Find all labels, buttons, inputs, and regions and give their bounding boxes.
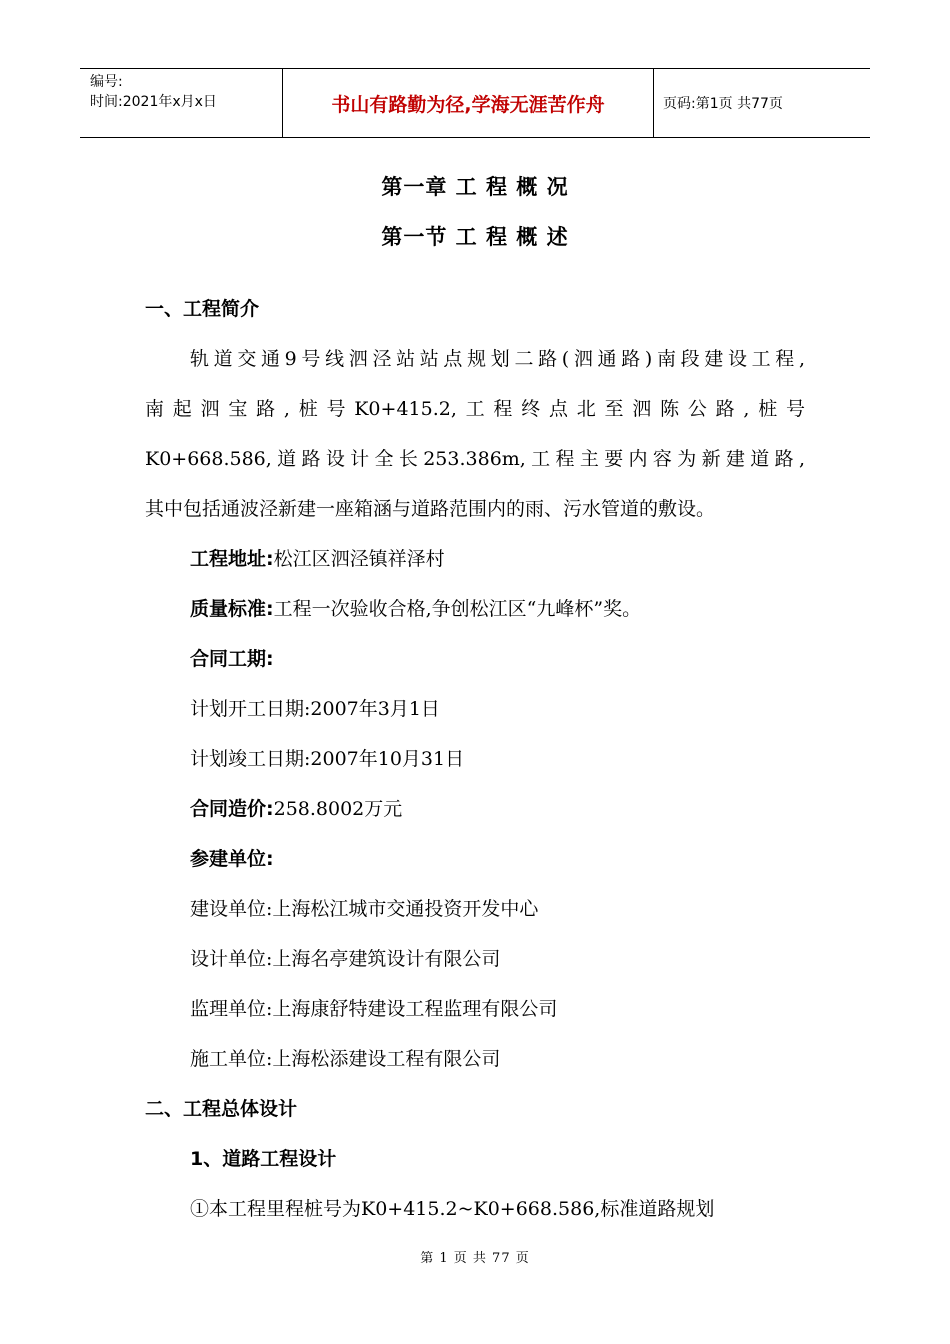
time-label: 时间:2021年x月x日 [90,94,217,110]
intro-line-4: 其中包括通波泾新建一座箱涵与道路范围内的雨、污水管道的敷设。 [145,498,716,520]
header-meta [80,69,282,137]
address-label: 工程地址: [190,548,274,570]
party-design: 设计单位:上海名亭建筑设计有限公司 [190,948,501,970]
number-label: 编号: [90,74,123,90]
parties-label: 参建单位: [190,848,274,870]
quality-value: 工程一次验收合格,争创松江区“九峰杯”奖。 [273,598,642,620]
price-value: 258.8002万元 [273,798,403,820]
address-row [190,545,445,573]
address-value: 松江区泗泾镇祥泽村 [273,548,445,570]
party-build: 建设单位:上海松江城市交通投资开发中心 [190,898,539,920]
intro-line-2: 南起泗宝路,桩号K0+415.2,工程终点北至泗陈公路,桩号 [145,398,805,420]
chapter-title: 第一章 工 程 概 况 [381,175,569,199]
section-title: 第一节 工 程 概 述 [381,225,569,249]
header-motto: 书山有路勤为径,学海无涯苦作舟 [282,69,654,137]
price-row [190,795,402,823]
party-supervise: 监理单位:上海康舒特建设工程监理有限公司 [190,998,558,1020]
quality-row [190,595,641,623]
intro-line-3: K0+668.586,道路设计全长253.386m,工程主要内容为新建道路, [145,448,805,470]
intro-heading: 一、工程简介 [145,298,260,320]
period-label: 合同工期: [190,648,274,670]
end-date: 计划竣工日期:2007年10月31日 [190,748,465,770]
page-header [80,68,870,138]
road-line: ①本工程里程桩号为K0+415.2~K0+668.586,标准道路规划 [190,1198,715,1220]
design-heading: 二、工程总体设计 [145,1098,298,1120]
price-label: 合同造价: [190,798,274,820]
party-construct: 施工单位:上海松添建设工程有限公司 [190,1048,501,1070]
header-page-info: 页码:第1页 共77页 [663,96,783,112]
start-date: 计划开工日期:2007年3月1日 [190,698,440,720]
quality-label: 质量标准: [190,598,274,620]
road-heading: 1、道路工程设计 [190,1148,337,1170]
intro-line-1: 轨道交通9号线泗泾站站点规划二路(泗通路)南段建设工程, [190,348,805,370]
page-footer: 第 1 页 共 77 页 [420,1251,530,1266]
